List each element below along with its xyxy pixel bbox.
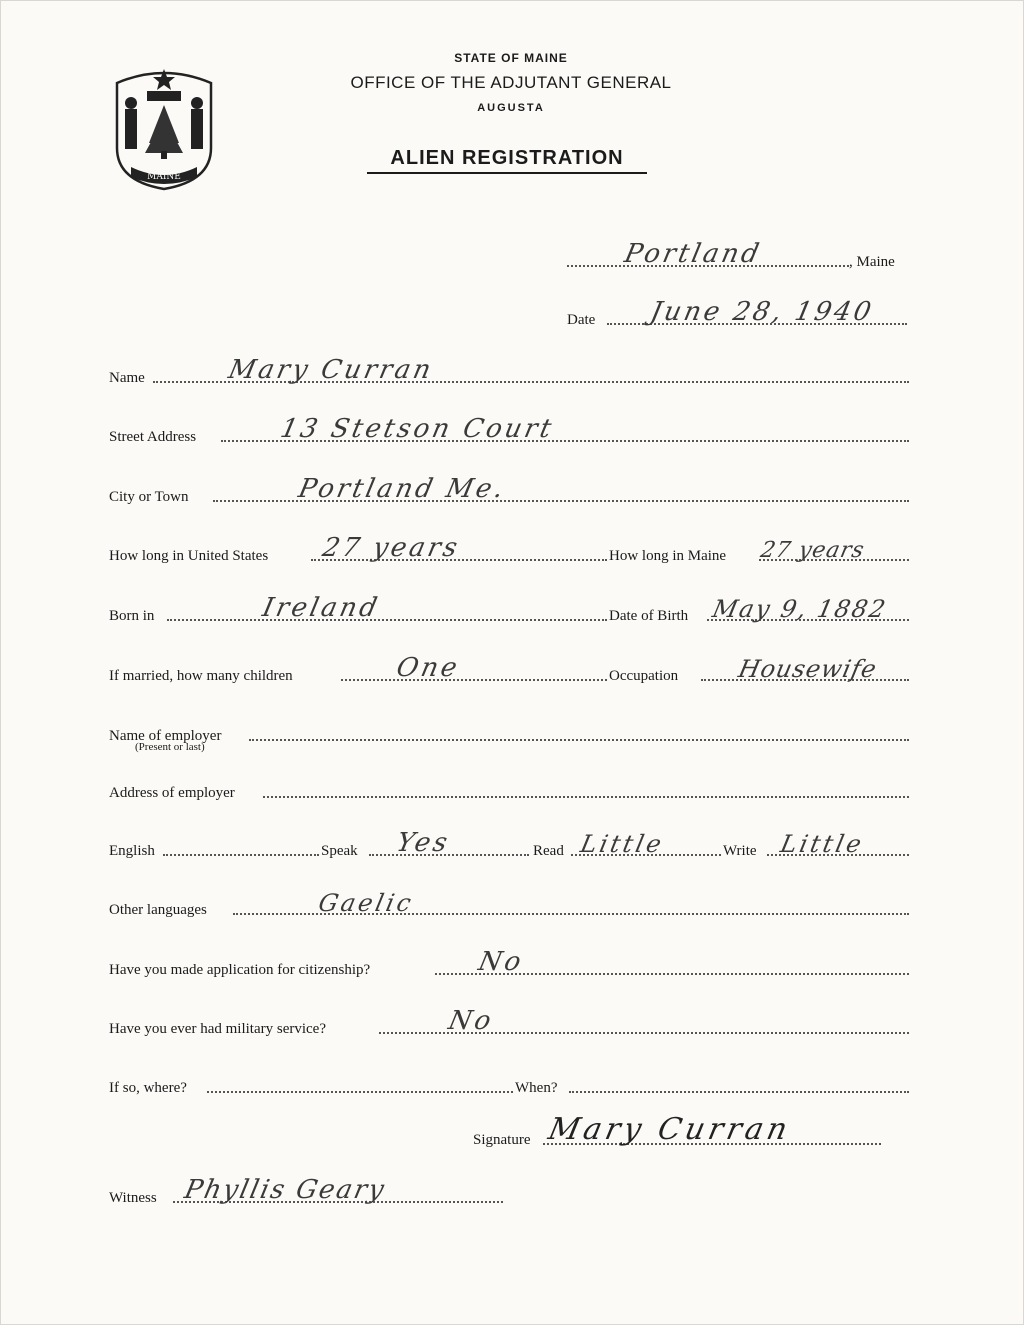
dob-value[interactable]: May 9, 1882	[710, 595, 890, 623]
street-value[interactable]: 13 Stetson Court	[277, 414, 557, 444]
date-row	[567, 297, 911, 331]
other-languages-row	[109, 889, 911, 921]
city-row	[109, 474, 911, 508]
place-value[interactable]: Portland	[621, 239, 765, 269]
employer-sublabel: (Present or last)	[135, 741, 205, 753]
signature-row	[473, 1112, 911, 1151]
date-label: Date	[567, 312, 596, 328]
military-row	[109, 1006, 911, 1040]
military-label: Have you ever had military service?	[109, 1021, 326, 1037]
born-in-label: Born in	[109, 608, 155, 624]
employer-label: Name of employer	[109, 728, 222, 744]
military-value[interactable]: No	[445, 1006, 497, 1036]
street-label: Street Address	[109, 429, 197, 445]
citizenship-value[interactable]: No	[475, 947, 527, 977]
name-row	[109, 355, 911, 389]
speak-value[interactable]: Yes	[393, 828, 453, 858]
name-label: Name	[109, 370, 145, 386]
employer-address-label: Address of employer	[109, 785, 235, 801]
english-row	[109, 828, 911, 862]
write-value[interactable]: Little	[778, 830, 867, 858]
seal-label: MAINE	[147, 172, 181, 182]
signature-value[interactable]: Mary Curran	[545, 1112, 795, 1147]
witness-value[interactable]: Phyllis Geary	[181, 1175, 389, 1205]
city-label: City or Town	[109, 489, 189, 505]
witness-row	[109, 1175, 509, 1209]
born-in-value[interactable]: Ireland	[259, 593, 383, 623]
witness-label: Witness	[109, 1190, 157, 1206]
place-row	[561, 239, 911, 273]
english-label: English	[109, 843, 155, 859]
maine-duration-value[interactable]: 27 years	[758, 538, 868, 563]
form-title: ALIEN REGISTRATION	[367, 147, 647, 174]
read-label: Read	[533, 843, 564, 859]
occupation-label: Occupation	[609, 668, 679, 684]
date-value[interactable]: June 28, 1940	[647, 297, 877, 327]
place-label: , Maine	[849, 254, 895, 270]
header-city: AUGUSTA	[477, 102, 545, 114]
speak-label: Speak	[321, 843, 358, 859]
service-details-row	[109, 1073, 911, 1099]
write-label: Write	[723, 843, 757, 859]
children-label: If married, how many children	[109, 668, 293, 684]
us-duration-label: How long in United States	[109, 548, 269, 564]
maine-state-seal-icon	[109, 63, 219, 193]
occupation-value[interactable]: Housewife	[736, 655, 880, 683]
street-row	[109, 414, 911, 448]
header-state: STATE OF MAINE	[454, 51, 568, 65]
employer-row	[109, 721, 911, 747]
name-value[interactable]: Mary Curran	[225, 355, 437, 385]
when-label: When?	[515, 1080, 558, 1096]
us-duration-value[interactable]: 27 years	[319, 533, 463, 563]
dob-label: Date of Birth	[609, 608, 689, 624]
other-languages-label: Other languages	[109, 902, 207, 918]
other-languages-value[interactable]: Gaelic	[316, 889, 417, 917]
header-office: OFFICE OF THE ADJUTANT GENERAL	[350, 73, 672, 92]
read-value[interactable]: Little	[578, 830, 667, 858]
birth-row	[109, 593, 911, 627]
citizenship-row	[109, 947, 911, 981]
citizenship-label: Have you made application for citizenship?	[109, 962, 371, 978]
maine-duration-label: How long in Maine	[609, 548, 727, 564]
signature-label: Signature	[473, 1132, 531, 1148]
where-label: If so, where?	[109, 1080, 187, 1096]
employer-address-row	[109, 778, 911, 804]
city-value[interactable]: Portland Me.	[295, 474, 509, 504]
family-row	[109, 653, 911, 687]
children-value[interactable]: One	[393, 653, 463, 683]
duration-row	[109, 533, 911, 567]
